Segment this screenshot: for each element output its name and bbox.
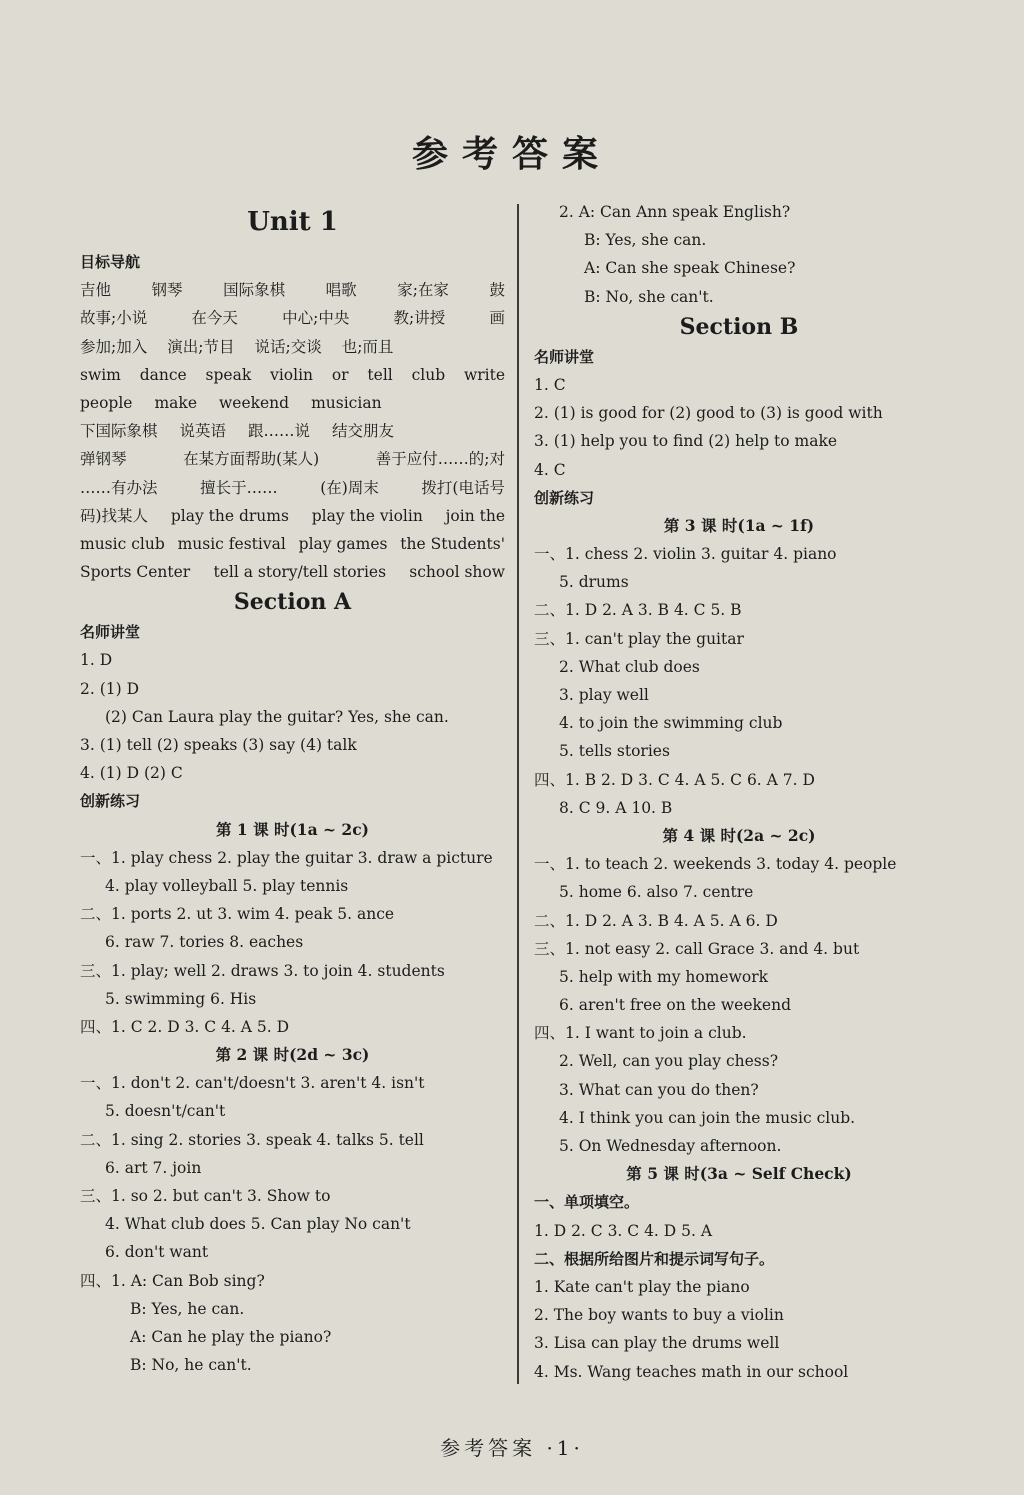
goal-line: 下国际象棋 说英语 跟……说 结交朋友 [80, 422, 395, 441]
goal-line: people make weekend musician [80, 393, 382, 412]
answer-line: 3. (1) tell (2) speaks (3) say (4) talk [80, 736, 357, 754]
left-column [80, 196, 505, 1379]
practice-label: 创新练习 [534, 488, 595, 507]
goal-line: ……有办法 擅长于…… (在)周末 拨打(电话号 [80, 478, 505, 497]
column-divider [517, 204, 519, 1384]
sub-heading: 一、单项填空。 [534, 1193, 640, 1212]
teacher-label: 名师讲堂 [534, 347, 595, 366]
answer-line: 5. swimming 6. His [105, 989, 257, 1008]
answer-line: 6. aren't free on the weekend [559, 996, 791, 1015]
goal-line: 码)找某人 play the drums play the violin join the [80, 506, 505, 525]
answer-line: 一、1. don't 2. can't/doesn't 3. aren't 4. isn't [80, 1074, 425, 1093]
answer-line: 5. drums [559, 573, 629, 592]
goal-line: swim dance speak violin or tell club write [80, 365, 505, 384]
answer-line: B: No, he can't. [130, 1356, 252, 1375]
answer-line: 4. Ms. Wang teaches math in our school [534, 1362, 849, 1381]
answer-line: 1. D [80, 651, 113, 670]
lesson-heading: 第 3 课 时(1a ~ 1f) [663, 515, 815, 535]
answer-line: 2. (1) is good for (2) good to (3) is good with [534, 404, 883, 423]
answer-line: 四、1. A: Can Bob sing? [80, 1271, 265, 1290]
answer-line: 三、1. play; well 2. draws 3. to join 4. students [80, 961, 445, 980]
answer-line: 6. don't want [105, 1243, 209, 1262]
answer-line: 1. Kate can't play the piano [534, 1277, 750, 1296]
answer-line: 三、1. not easy 2. call Grace 3. and 4. but [534, 939, 860, 958]
answer-line: B: No, she can't. [584, 287, 714, 306]
answer-line: 一、1. to teach 2. weekends 3. today 4. people [534, 855, 897, 874]
answer-line: 4. What club does 5. Can play No can't [105, 1215, 411, 1234]
answer-line: 一、1. chess 2. violin 3. guitar 4. piano [534, 545, 837, 564]
answer-line: 2. What club does [559, 657, 700, 676]
answer-line: A: Can she speak Chinese? [584, 259, 796, 278]
goal-line: music club music festival play games the Students' [80, 534, 505, 553]
answer-line: 二、1. ports 2. ut 3. wim 4. peak 5. ance [80, 905, 395, 924]
answer-line: 三、1. can't play the guitar [534, 629, 744, 648]
answer-line: 3. What can you do then? [559, 1080, 759, 1099]
answer-line: 5. tells stories [559, 742, 670, 761]
goal-line: Sports Center tell a story/tell stories school show [80, 563, 505, 582]
goal-line: 吉他 钢琴 国际象棋 唱歌 家;在家 鼓 [80, 281, 505, 300]
answer-line: 4. to join the swimming club [559, 714, 783, 733]
teacher-label: 名师讲堂 [80, 623, 141, 642]
unit-heading: Unit 1 [247, 207, 338, 237]
answer-line: 5. home 6. also 7. centre [559, 883, 754, 902]
section-b-heading: Section B [679, 313, 799, 340]
answer-line: A: Can he play the piano? [130, 1327, 332, 1346]
answer-line: 4. (1) D (2) C [80, 764, 183, 783]
answer-line: 4. C [534, 460, 566, 479]
goal-line: 参加;加入 演出;节目 说话;交谈 也;而且 [80, 337, 394, 356]
answer-line: 四、1. B 2. D 3. C 4. A 5. C 6. A 7. D [534, 770, 815, 789]
answer-line: 四、1. C 2. D 3. C 4. A 5. D [80, 1017, 290, 1036]
answer-line: 1. C [534, 375, 566, 394]
answer-line: 2. (1) D [80, 679, 140, 698]
goal-line: 弹钢琴 在某方面帮助(某人) 善于应付……的;对 [80, 450, 505, 469]
answer-line: 4. play volleyball 5. play tennis [105, 876, 349, 895]
answer-line: 6. raw 7. tories 8. eaches [105, 933, 304, 952]
answer-line: 二、1. D 2. A 3. B 4. C 5. B [534, 601, 742, 620]
section-a-heading: Section A [233, 589, 352, 616]
answer-line: 3. (1) help you to find (2) help to make [534, 432, 838, 451]
answer-line: 2. A: Can Ann speak English? [559, 203, 791, 221]
answer-line: 2. Well, can you play chess? [559, 1052, 779, 1071]
lesson-heading: 第 2 课 时(2d ~ 3c) [215, 1045, 370, 1065]
lesson-heading: 第 5 课 时(3a ~ Self Check) [626, 1164, 852, 1184]
answer-line: (2) Can Laura play the guitar? Yes, she can. [105, 707, 449, 726]
answer-line: 3. play well [559, 686, 649, 704]
lesson-heading: 第 4 课 时(2a ~ 2c) [662, 825, 816, 845]
answer-line: 3. Lisa can play the drums well [534, 1334, 780, 1353]
answer-line: 三、1. so 2. but can't 3. Show to [80, 1187, 331, 1205]
page-footer: 参考答案 ·1· [440, 1436, 584, 1460]
answer-line: 一、1. play chess 2. play the guitar 3. draw a picture [80, 848, 493, 867]
right-column [534, 198, 944, 1386]
answer-line: 二、1. D 2. A 3. B 4. A 5. A 6. D [534, 911, 778, 930]
goal-line: 故事;小说 在今天 中心;中央 教;讲授 画 [80, 309, 505, 328]
goal-label: 目标导航 [80, 253, 141, 271]
practice-label: 创新练习 [80, 792, 141, 811]
lesson-heading: 第 1 课 时(1a ~ 2c) [216, 819, 369, 839]
answer-line: 2. The boy wants to buy a violin [534, 1306, 784, 1325]
page-title: 参考答案 [411, 133, 612, 175]
answer-line: 5. doesn't/can't [105, 1102, 226, 1121]
answer-line: 四、1. I want to join a club. [534, 1024, 747, 1043]
answer-line: 二、1. sing 2. stories 3. speak 4. talks 5. tell [80, 1130, 424, 1149]
answer-line: 1. D 2. C 3. C 4. D 5. A [534, 1221, 713, 1240]
answer-line: 5. On Wednesday afternoon. [559, 1137, 782, 1155]
answer-line: B: Yes, he can. [130, 1299, 245, 1318]
answer-line: 6. art 7. join [105, 1158, 202, 1177]
answer-line: 5. help with my homework [559, 967, 769, 986]
answer-line: 4. I think you can join the music club. [559, 1108, 856, 1127]
answer-line: B: Yes, she can. [584, 231, 707, 250]
answer-line: 8. C 9. A 10. B [559, 798, 673, 817]
sub-heading: 二、根据所给图片和提示词写句子。 [534, 1249, 775, 1268]
